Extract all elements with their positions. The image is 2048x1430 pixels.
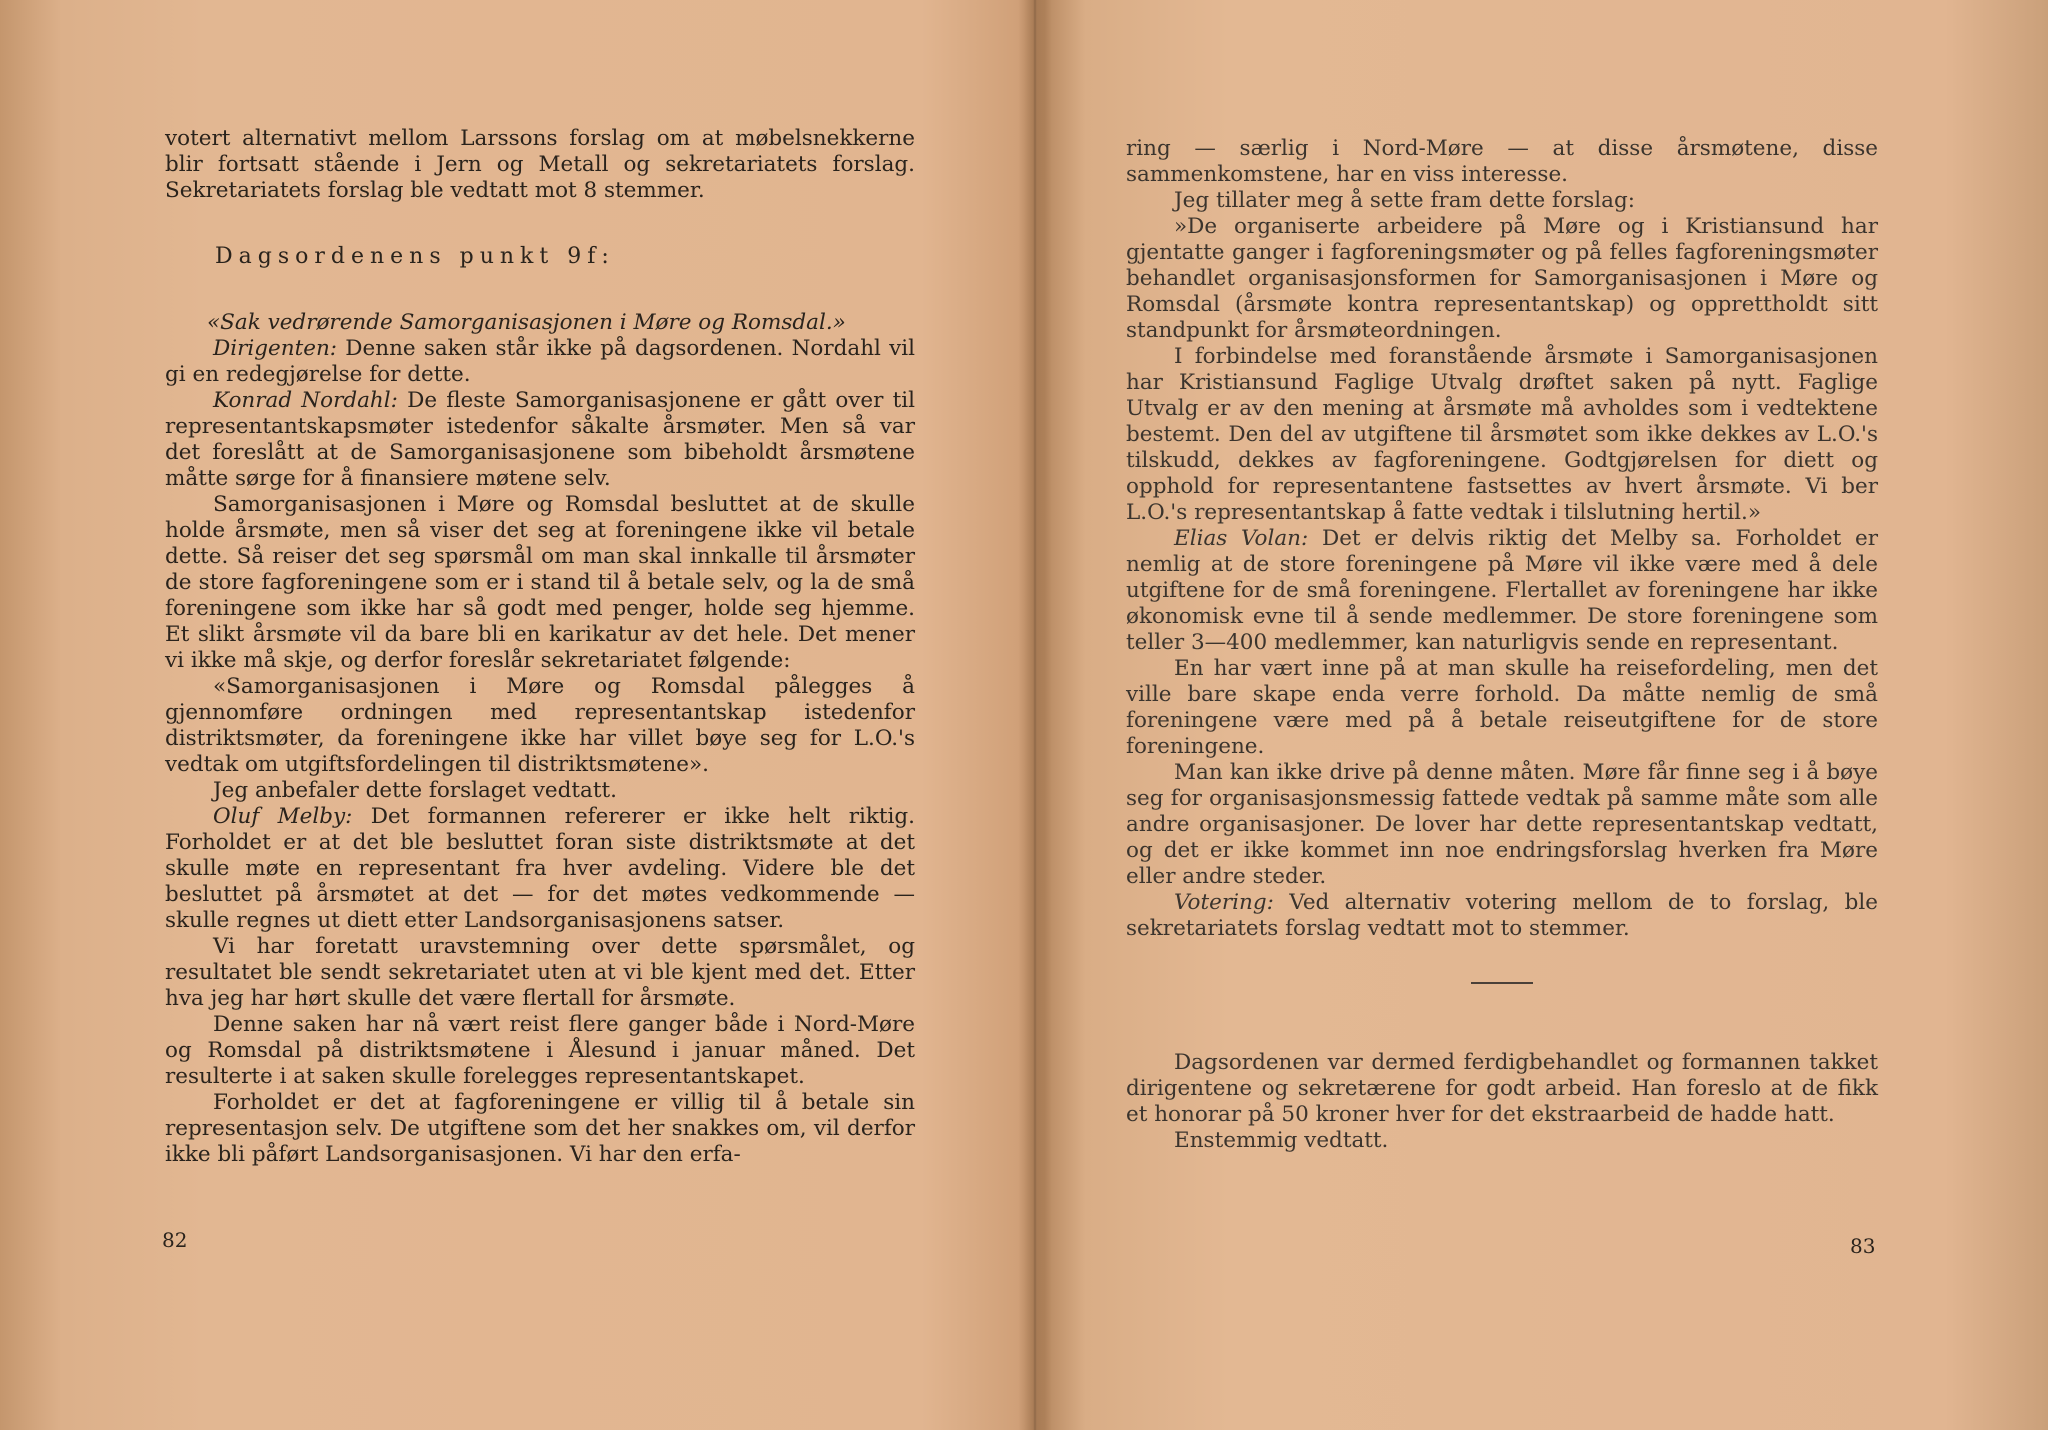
right-text-column xyxy=(1126,136,1878,1154)
speaker-name: Elias Volan: xyxy=(1174,526,1309,551)
page-number: 82 xyxy=(162,1228,188,1252)
speaker-name: Konrad Nordahl: xyxy=(213,388,398,413)
paragraph: Enstemmig vedtatt. xyxy=(1174,1128,1389,1153)
paragraph: Dagsordenen var dermed ferdigbehandlet og formannen takket dirigentene og sekretærene for godt arbeid. Han foreslo at de fikk et honorar på 50 kroner hver for det ekstraarbeid de hadde hatt. xyxy=(1126,1050,1878,1127)
paragraph: Forholdet er det at fagforeningene er villig til å betale sin representasjon selv. De utgiftene som det her snakkes om, vil derfor ikke bli påført Landsorganisasjonen. Vi har den erfa- xyxy=(165,1090,915,1167)
paragraph: Vi har foretatt uravstemning over dette spørsmålet, og resultatet ble sendt sekretariatet uten at vi ble kjent med det. Etter hva jeg har hørt skulle det være flertall for årsmøte. xyxy=(165,934,915,1011)
speaker-name: Oluf Melby: xyxy=(213,804,353,829)
paragraph: I forbindelse med foranstående årsmøte i Samorganisasjonen har Kristiansund Faglige Utvalg drøftet saken på nytt. Faglige Utvalg er av den mening at årsmøte må avholdes som i vedtektene bestemt. Den del av utgiftene til årsmøtet som ikke dekkes av L.O.'s tilskudd, dekkes av fagforeningene. Godtgjørelsen for diett og opphold for representantene fastsettes av hvert årsmøte. Vi ber L.O.'s representantskap å fatte vedtak i tilslutning hertil.» xyxy=(1126,344,1878,525)
paragraph: En har vært inne på at man skulle ha reisefordeling, men det ville bare skape enda verre forhold. Da måtte nemlig de små foreningene være med på å betale reiseutgiftene for de store foreningene. xyxy=(1126,656,1878,759)
paragraph: Elias Volan: Det er delvis riktig det Melby sa. Forholdet er nemlig at de store foreningene på Møre vil ikke være med å dele utgiftene for de små foreningene. Flertallet av foreningene har ikke økonomisk evne til å sende medlemmer. De store foreningene som teller 3—400 medlemmer, kan naturligvis sende en representant. xyxy=(1126,526,1878,655)
paragraph: Jeg tillater meg å sette fram dette forslag: xyxy=(1174,188,1635,213)
page-number: 83 xyxy=(1850,1234,1876,1258)
paragraph: Oluf Melby: Det formannen refererer er ikke helt riktig. Forholdet er at det ble besluttet foran siste distriktsmøte at det skulle møte en representant fra hver avdeling. Videre ble det besluttet på årsmøtet at det — for det møtes vedkommende — skulle regnes ut diett etter Landsorganisasjonens satser. xyxy=(165,804,915,933)
speaker-name: Dirigenten: xyxy=(213,336,338,361)
agenda-item-title: «Sak vedrørende Samorganisasjonen i Møre og Romsdal.» xyxy=(207,310,846,335)
paragraph: Jeg anbefaler dette forslaget vedtatt. xyxy=(213,778,617,803)
paragraph: Man kan ikke drive på denne måten. Møre får finne seg i å bøye seg for organisasjonsmessig fattede vedtak på samme måte som alle andre organisasjoner. De lover har dette representantskap vedtatt, og det er ikke kommet inn noe endringsforslag hverken fra Møre eller andre steder. xyxy=(1126,760,1878,889)
paragraph: Dirigenten: Denne saken står ikke på dagsordenen. Nordahl vil gi en redegjørelse for dette. xyxy=(165,336,916,387)
paragraph: Konrad Nordahl: De fleste Samorganisasjonene er gått over til representantskapsmøter istedenfor såkalte årsmøter. Men så var det foreslått at de Samorganisasjonene som bibeholdt årsmøtene måtte sørge for å finansiere møtene selv. xyxy=(165,388,915,491)
quoted-proposal: «Samorganisasjonen i Møre og Romsdal pålegges å gjennomføre ordningen med representantskap istedenfor distriktsmøter, da foreningene ikke har villet bøye seg for L.O.'s vedtak om utgiftsfordelingen til distriktsmøtene». xyxy=(165,674,915,777)
section-heading: Dagsordenens punkt 9f: xyxy=(215,244,615,269)
right-page xyxy=(1024,0,2048,1430)
paragraph: Samorganisasjonen i Møre og Romsdal besluttet at de skulle holde årsmøte, men så viser det seg at foreningene ikke vil betale dette. Så reiser det seg spørsmål om man skal innkalle til årsmøter de store fagforeningene som er i stand til å betale selv, og la de små foreningene som ikke har så godt med penger, holde seg hjemme. Et slikt årsmøte vil da bare bli en karikatur av det hele. Det mener vi ikke må skje, og derfor foreslår sekretariatet følgende: xyxy=(165,492,915,673)
paragraph: Votering: Ved alternativ votering mellom de to forslag, ble sekretariatets forslag vedtatt mot to stemmer. xyxy=(1126,890,1878,941)
vote-label: Votering: xyxy=(1174,890,1274,915)
paragraph: Denne saken har nå vært reist flere ganger både i Nord-Møre og Romsdal på distriktsmøtene i Ålesund i januar måned. Det resulterte i at saken skulle forelegges representantskapet. xyxy=(165,1012,915,1089)
paragraph: ring — særlig i Nord-Møre — at disse årsmøtene, disse sammenkomstene, har en viss interesse. xyxy=(1126,136,1878,187)
quoted-proposal: »De organiserte arbeidere på Møre og i Kristiansund har gjentatte ganger i fagforeningsmøter og på felles fagforeningsmøter behandlet organisasjonsformen for Samorganisasjonen i Møre og Romsdal (årsmøte kontra representantskap) og opprettholdt sitt standpunkt for årsmøteordningen. xyxy=(1126,214,1878,343)
left-text-column xyxy=(165,126,915,1168)
paragraph: votert alternativt mellom Larssons forslag om at møbelsnekkerne blir fortsatt stående i Jern og Metall og sekretariatets forslag. Sekretariatets forslag ble vedtatt mot 8 stemmer. xyxy=(165,126,915,203)
